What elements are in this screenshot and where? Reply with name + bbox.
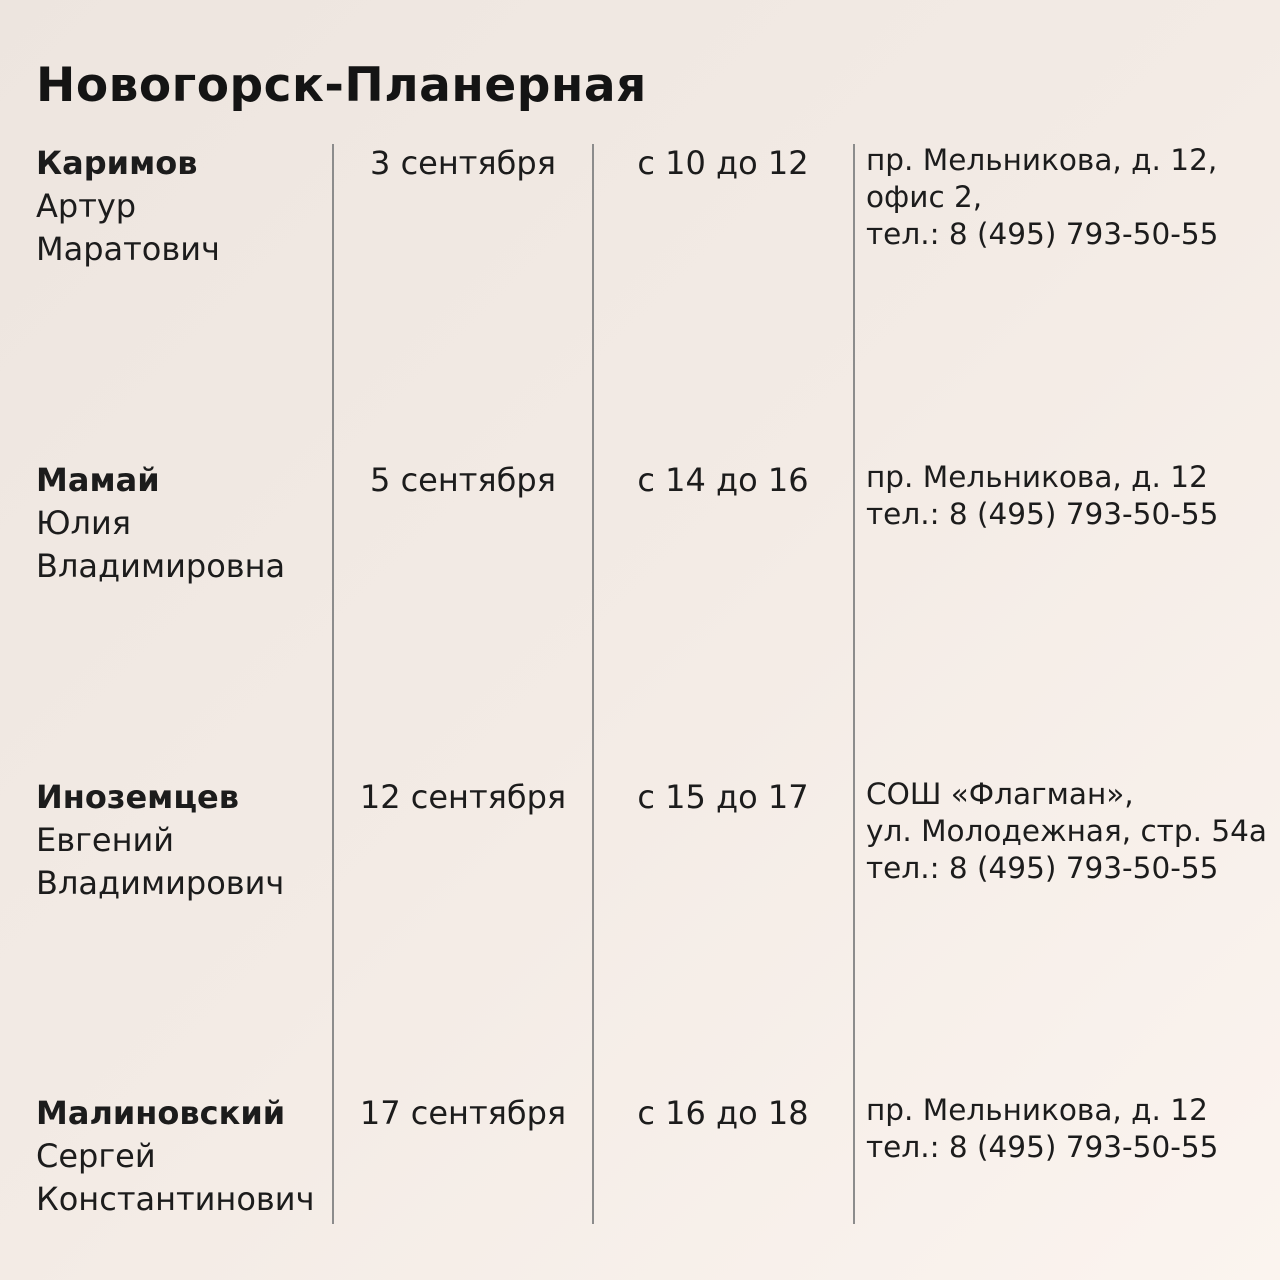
column-divider — [592, 144, 594, 1224]
phone-line: тел.: 8 (495) 793-50-55 — [866, 851, 1219, 885]
address-line: пр. Мельникова, д. 12, — [866, 143, 1218, 177]
address — [866, 142, 1276, 253]
person-name — [36, 1092, 326, 1221]
address-line: СОШ «Флагман», — [866, 777, 1134, 811]
given-name: Сергей — [36, 1137, 156, 1175]
schedule-row — [0, 459, 1280, 585]
date: 3 сентября — [370, 144, 556, 182]
person-name — [36, 142, 326, 271]
schedule-row — [0, 142, 1280, 268]
phone-line: тел.: 8 (495) 793-50-55 — [866, 217, 1219, 251]
time-range: с 16 до 18 — [637, 1094, 809, 1132]
schedule-row — [0, 776, 1280, 902]
address — [866, 1092, 1276, 1166]
given-name: Юлия — [36, 504, 132, 542]
patronymic: Владимирович — [36, 864, 285, 902]
time-range: с 10 до 12 — [637, 144, 809, 182]
column-divider — [853, 144, 855, 1224]
person-name — [36, 776, 326, 905]
time-range: с 14 до 16 — [637, 461, 809, 499]
address-line: ул. Молодежная, стр. 54а — [866, 814, 1267, 848]
date: 12 сентября — [359, 778, 567, 816]
address — [866, 776, 1276, 887]
date: 5 сентября — [370, 461, 556, 499]
schedule-row — [0, 1092, 1280, 1218]
person-name — [36, 459, 326, 588]
surname: Иноземцев — [36, 778, 239, 816]
surname: Мамай — [36, 461, 160, 499]
given-name: Евгений — [36, 821, 175, 859]
surname: Малиновский — [36, 1094, 286, 1132]
time-range: с 15 до 17 — [637, 778, 809, 816]
date: 17 сентября — [359, 1094, 567, 1132]
column-divider — [332, 144, 334, 1224]
patronymic: Константинович — [36, 1180, 315, 1218]
address-line: офис 2, — [866, 180, 983, 214]
address-line: пр. Мельникова, д. 12 — [866, 1093, 1208, 1127]
patronymic: Маратович — [36, 230, 220, 268]
surname: Каримов — [36, 144, 198, 182]
phone-line: тел.: 8 (495) 793-50-55 — [866, 497, 1219, 531]
phone-line: тел.: 8 (495) 793-50-55 — [866, 1130, 1219, 1164]
page-title: Новогорск-Планерная — [36, 58, 647, 113]
given-name: Артур — [36, 187, 137, 225]
address — [866, 459, 1276, 533]
address-line: пр. Мельникова, д. 12 — [866, 460, 1208, 494]
patronymic: Владимировна — [36, 547, 286, 585]
